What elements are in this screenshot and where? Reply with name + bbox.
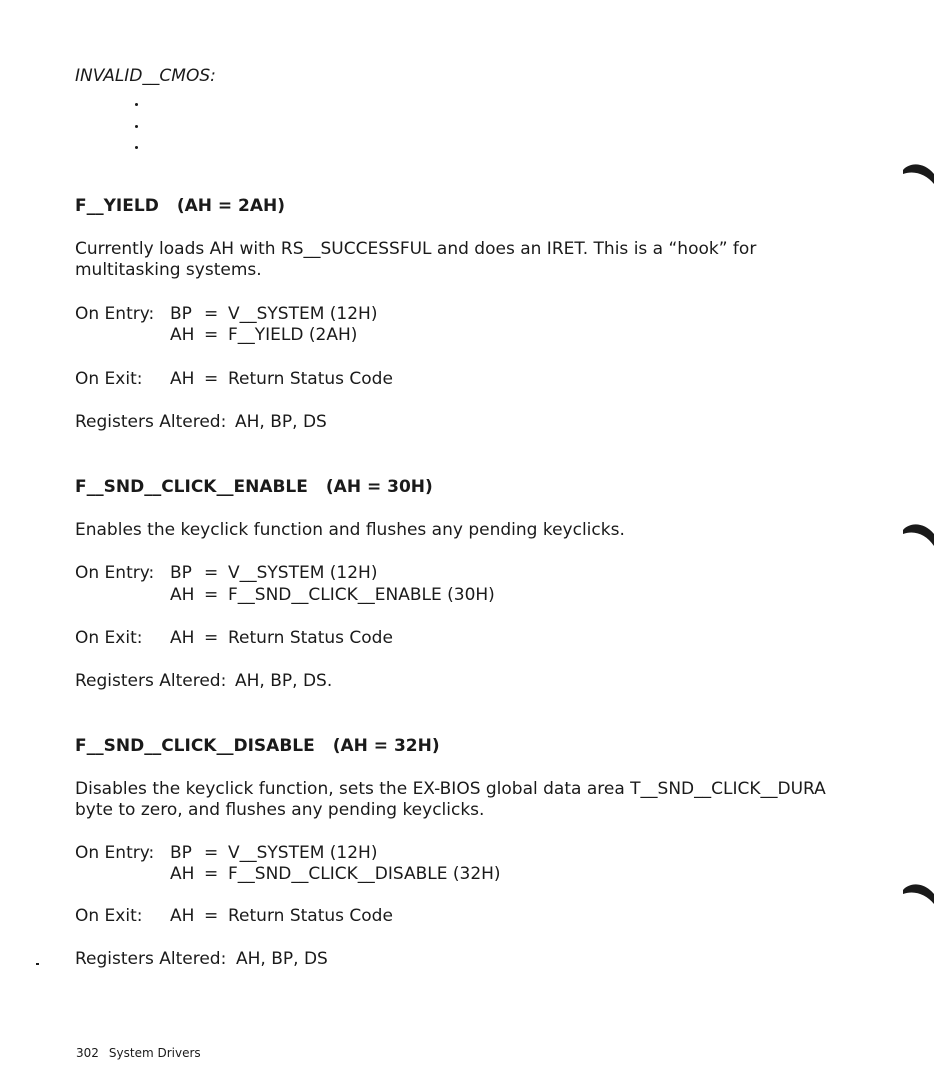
on-exit-label: On Exit: [75, 906, 143, 926]
entry-reg: AH [170, 864, 195, 884]
entry-eq: = [204, 585, 219, 605]
thumb-tab-mark [902, 160, 936, 186]
chapter-title: System Drivers [108, 1046, 201, 1060]
section-description: Disables the keyclick function, sets the EX-BIOS global data area T__SND__CLICK__DURA byte to zero, and flushes any pending keyclicks. [75, 779, 826, 820]
section-heading [75, 477, 433, 498]
on-entry-label: On Entry: [75, 563, 155, 583]
ellipsis-dot [135, 146, 138, 149]
thumb-tab-mark [902, 880, 936, 906]
registers-altered-value: AH, BP, DS [236, 949, 328, 969]
exit-reg: AH [170, 906, 195, 926]
entry-value: V__SYSTEM (12H) [228, 843, 378, 863]
heading-function-name: F__SND__CLICK__ENABLE [75, 477, 308, 497]
exit-reg: AH [170, 369, 195, 389]
on-exit-label: On Exit: [75, 628, 143, 648]
entry-eq: = [204, 843, 219, 863]
registers-altered-label: Registers Altered: [75, 671, 227, 691]
heading-function-name: F__SND__CLICK__DISABLE [75, 736, 315, 756]
exit-value: Return Status Code [228, 369, 393, 389]
exit-reg: AH [170, 628, 195, 648]
scan-speck [36, 963, 39, 965]
entry-reg: BP [170, 563, 192, 583]
heading-function-name: F__YIELD [75, 196, 159, 216]
registers-altered-value: AH, BP, DS [235, 412, 327, 432]
registers-altered-value: AH, BP, DS. [235, 671, 333, 691]
heading-args: (AH = 32H) [332, 736, 440, 756]
exit-eq: = [204, 369, 219, 389]
on-exit-label: On Exit: [75, 369, 143, 389]
page-number: 302 [76, 1046, 99, 1060]
entry-eq: = [204, 563, 219, 583]
entry-eq: = [204, 325, 219, 345]
ellipsis-dot [135, 125, 138, 128]
exit-value: Return Status Code [228, 628, 393, 648]
ellipsis-dot [135, 103, 138, 106]
entry-eq: = [204, 864, 219, 884]
section-heading [75, 196, 285, 217]
thumb-tab-mark [902, 520, 936, 548]
registers-altered-label: Registers Altered: [75, 949, 227, 969]
exit-eq: = [204, 628, 219, 648]
exit-value: Return Status Code [228, 906, 393, 926]
entry-value: F__YIELD (2AH) [228, 325, 358, 345]
entry-value: F__SND__CLICK__DISABLE (32H) [228, 864, 501, 884]
heading-args: (AH = 2AH) [176, 196, 286, 216]
section-heading [75, 736, 440, 757]
entry-reg: AH [170, 325, 195, 345]
entry-value: V__SYSTEM (12H) [228, 563, 378, 583]
exit-eq: = [204, 906, 219, 926]
entry-reg: BP [170, 304, 192, 324]
entry-reg: BP [170, 843, 192, 863]
registers-altered-label: Registers Altered: [75, 412, 227, 432]
intro-label: INVALID__CMOS: [75, 66, 216, 86]
entry-value: F__SND__CLICK__ENABLE (30H) [228, 585, 495, 605]
page-footer [76, 1046, 201, 1060]
section-description: Currently loads AH with RS__SUCCESSFUL and does an IRET. This is a “hook” for multitasking systems. [75, 239, 757, 280]
on-entry-label: On Entry: [75, 843, 155, 863]
heading-args: (AH = 30H) [325, 477, 433, 497]
entry-value: V__SYSTEM (12H) [228, 304, 378, 324]
entry-eq: = [204, 304, 219, 324]
entry-reg: AH [170, 585, 195, 605]
section-description: Enables the keyclick function and flushes any pending keyclicks. [75, 520, 625, 540]
on-entry-label: On Entry: [75, 304, 155, 324]
